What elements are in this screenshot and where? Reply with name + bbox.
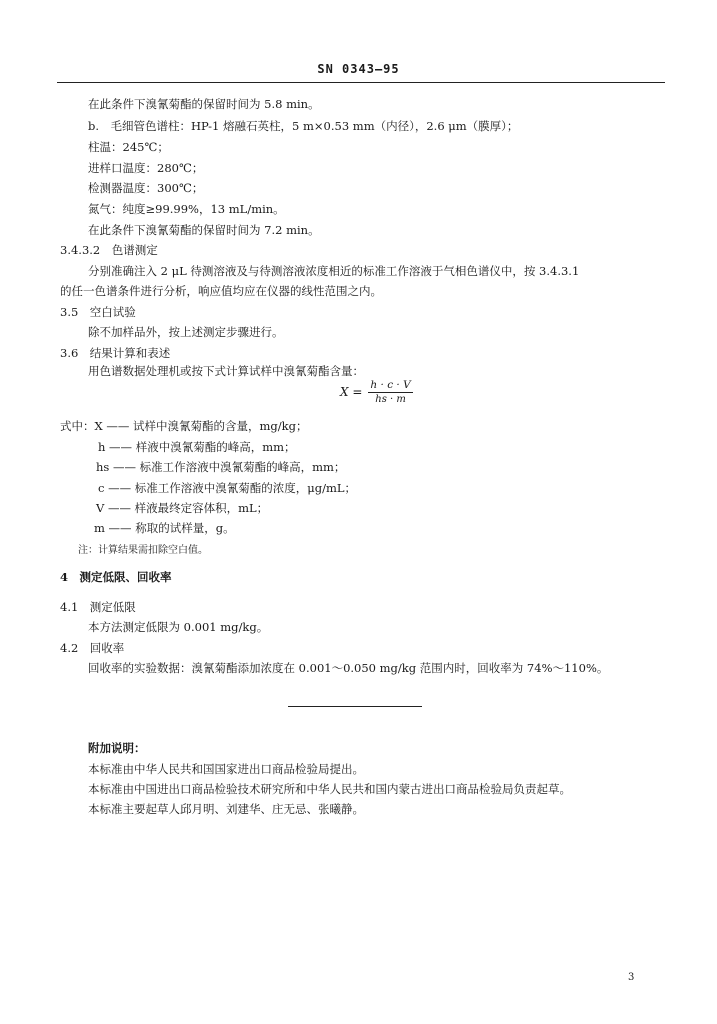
- section-heading: 3.6 结果计算和表述: [60, 346, 171, 360]
- document-code-header: SN 0343—95: [317, 62, 400, 76]
- section-heading: 4.2 回收率: [60, 641, 125, 655]
- paragraph-line: 的任一色谱条件进行分析，响应值均应在仪器的线性范围之内。: [60, 284, 382, 298]
- paragraph-line: 除不加样品外，按上述测定步骤进行。: [88, 325, 284, 339]
- where-line: hs —— 标准工作溶液中溴氰菊酯的峰高，mm；: [96, 460, 346, 474]
- paragraph-line: 回收率的实验数据：溴氰菊酯添加浓度在 0.001～0.050 mg/kg 范围内时，回收率为 74%～110%。: [88, 661, 609, 675]
- section-heading: 4 测定低限、回收率: [60, 570, 172, 584]
- header-rule: [57, 82, 665, 83]
- where-line: c —— 标准工作溶液中溴氰菊酯的浓度，μg/mL；: [98, 481, 357, 495]
- end-rule: [288, 706, 422, 707]
- text-line: 在此条件下溴氰菊酯的保留时间为 5.8 min。: [88, 97, 320, 111]
- page-number: 3: [628, 972, 635, 983]
- fraction-bar: [368, 392, 412, 393]
- where-line: m —— 称取的试样量，g。: [94, 521, 235, 535]
- text-line: 在此条件下溴氰菊酯的保留时间为 7.2 min。: [88, 223, 320, 237]
- note: 注：计算结果需扣除空白值。: [78, 545, 208, 556]
- formula-numerator: h · c · V: [370, 379, 411, 391]
- formula: [340, 379, 413, 405]
- additional-notes-title: 附加说明：: [88, 741, 146, 755]
- paragraph-line: 分别准确注入 2 μL 待测溶液及与待测溶液浓度相近的标准工作溶液于气相色谱仪中，按 3.4.3.1: [88, 264, 580, 278]
- additional-note-line: 本标准由中华人民共和国国家进出口商品检验局提出。: [88, 762, 364, 776]
- formula-lhs: X =: [340, 385, 363, 399]
- where-line: V —— 样液最终定容体积，mL；: [96, 501, 269, 515]
- section-heading: 4.1 测定低限: [60, 600, 136, 614]
- text-line: 氮气：纯度≥99.99%，13 mL/min。: [88, 202, 285, 216]
- where-line: 式中：X —— 试样中溴氰菊酯的含量，mg/kg；: [60, 419, 308, 433]
- section-heading: 3.5 空白试验: [60, 305, 136, 319]
- paragraph-line: 本方法测定低限为 0.001 mg/kg。: [88, 620, 269, 634]
- text-line: 进样口温度：280℃；: [88, 161, 204, 175]
- additional-note-line: 本标准主要起草人邱月明、刘建华、庄无忌、张曦静。: [88, 802, 364, 816]
- formula-fraction: [368, 379, 412, 405]
- formula-denominator: hs · m: [375, 394, 406, 405]
- where-line: h —— 样液中溴氰菊酯的峰高，mm；: [98, 440, 296, 454]
- paragraph-line: 用色谱数据处理机或按下式计算试样中溴氰菊酯含量：: [88, 364, 364, 378]
- text-line: b. 毛细管色谱柱：HP-1 熔融石英柱，5 m×0.53 mm（内径），2.6 μm（膜厚）；: [88, 119, 519, 133]
- text-line: 检测器温度：300℃；: [88, 181, 204, 195]
- text-line: 柱温：245℃；: [88, 140, 169, 154]
- additional-note-line: 本标准由中国进出口商品检验技术研究所和中华人民共和国内蒙古进出口商品检验局负责起草。: [88, 782, 571, 796]
- section-heading: 3.4.3.2 色谱测定: [60, 243, 158, 257]
